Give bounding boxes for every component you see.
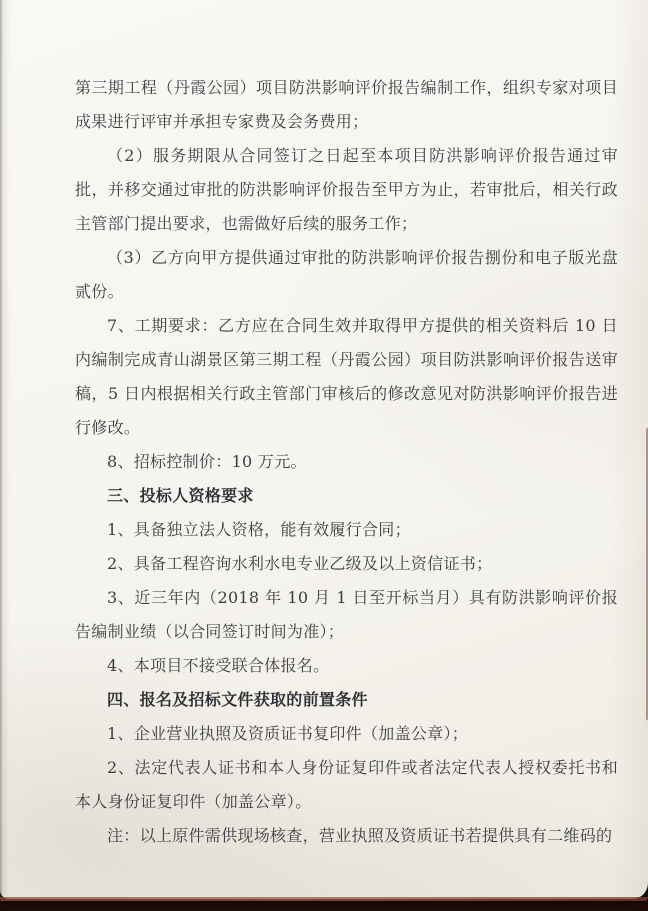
paragraph-qual-4: 4、本项目不接受联合体报名。 [107, 656, 330, 675]
paragraph-qual-2: 2、具备工程咨询水利水电专业乙级及以上资信证书； [107, 554, 493, 573]
paragraph-qual-1: 1、具备独立法人资格，能有效履行合同； [107, 520, 411, 539]
paragraph-prereq-2: 2、法定代表人证书和本人身份证复印件或者法定代表人授权委托书和本人身份证复印件（加盖公章）。 [75, 758, 618, 811]
paragraph-item-8-price: 8、招标控制价：10 万元。 [107, 452, 307, 471]
document-body [75, 71, 618, 853]
paper-left-edge-shadow [0, 0, 3, 899]
paragraph-item-2: （2）服务期限从合同签订之日起至本项目防洪影响评价报告通过审批，并移交通过审批的防洪影响评价报告至甲方为止，若审批后，相关行政主管部门提出要求，也需做好后续的服务工作； [75, 146, 618, 233]
paragraph-continuation: 第三期工程（丹霞公园）项目防洪影响评价报告编制工作，组织专家对项目成果进行评审并承担专家费及会务费用； [75, 78, 618, 131]
section-heading-4-prerequisites: 四、报名及招标文件获取的前置条件 [107, 690, 368, 709]
paragraph-item-7-duration: 7、工期要求：乙方应在合同生效并取得甲方提供的相关资料后 10 日内编制完成青山湖景区第三期工程（丹霞公园）项目防洪影响评价报告送审稿，5 日内根据相关行政主管部门审核后的修改意见对防洪影响评价报告进行修改。 [75, 316, 618, 437]
paragraph-note: 注：以上原件需供现场核查，营业执照及资质证书若提供具有二维码的 [107, 826, 613, 845]
paragraph-prereq-1: 1、企业营业执照及资质证书复印件（加盖公章）； [107, 724, 469, 743]
section-heading-3-qualifications: 三、投标人资格要求 [107, 486, 254, 505]
paragraph-item-3: （3）乙方向甲方提供通过审批的防洪影响评价报告捌份和电子版光盘贰份。 [75, 248, 618, 301]
paragraph-qual-3: 3、近三年内（2018 年 10 月 1 日至开标当月）具有防洪影响评价报告编制业绩（以合同签订时间为准）； [75, 588, 618, 641]
